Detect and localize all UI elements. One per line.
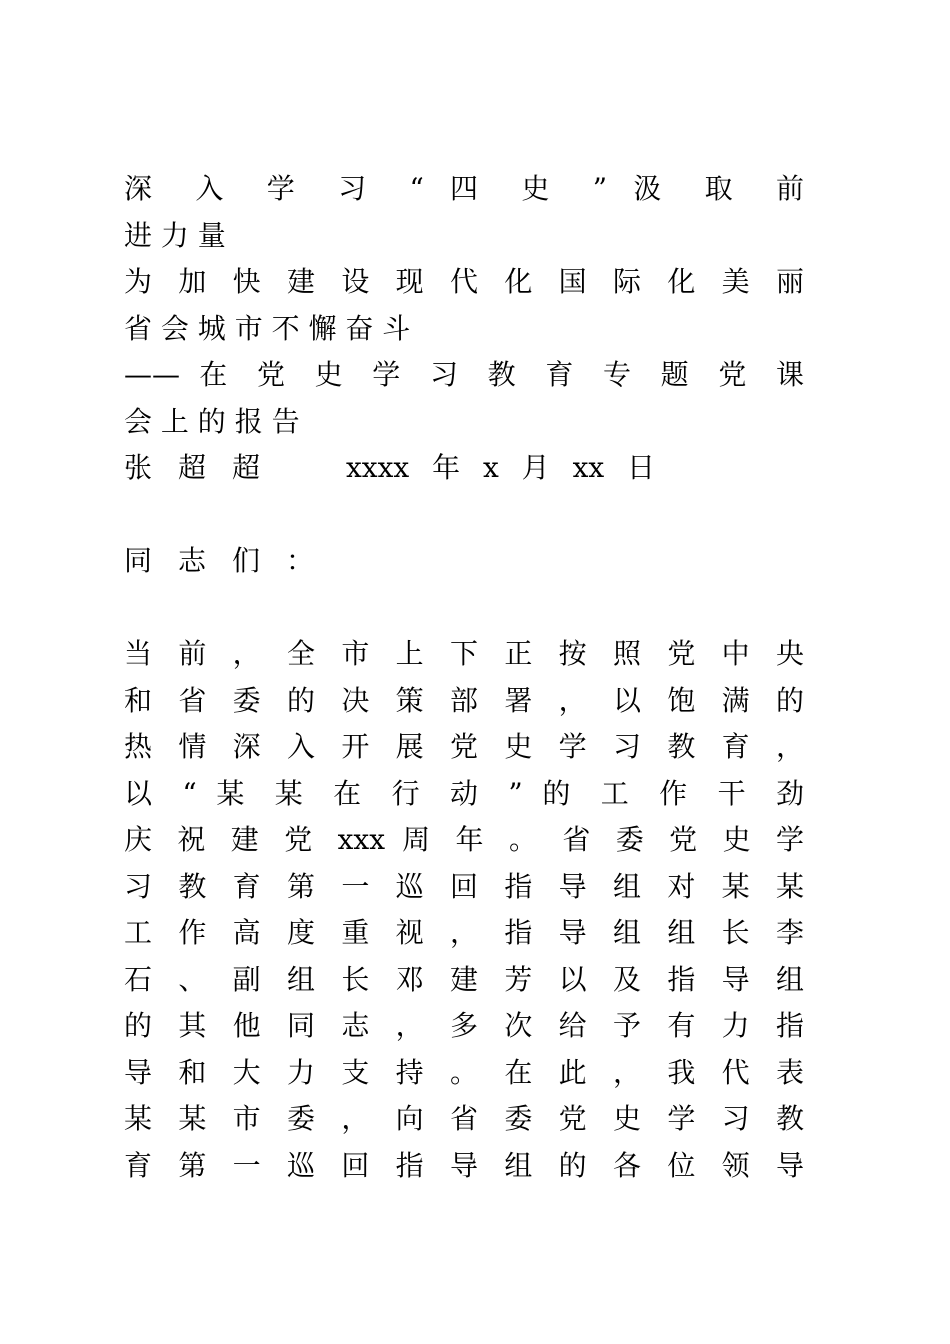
subtitle-line-2: 省 会 城 市 不 懈 奋 斗 [124,311,411,345]
author-name: 张超超 [124,451,287,484]
body-line: 热 情 深 入 开 展 党 史 学 习 教 育 ， [124,730,804,763]
body-line: 当 前 ， 全 市 上 下 正 按 照 党 中 央 [124,637,804,670]
title-line-2: 进 力 量 [124,218,226,252]
body-line: 和 省 委 的 决 策 部 署 ， 以 饱 满 的 [124,683,804,717]
body-line: 某 某 市 委 ， 向 省 委 党 史 学 习 教 [124,1102,804,1135]
body-line: 以 “ 某 某 在 行 动 ” 的 工 作 干 劲 [124,776,804,810]
spacer [124,492,804,539]
body-line: 的 其 他 同 志 ， 多 次 给 予 有 力 指 [124,1009,804,1042]
occasion-line-1: —— 在 党 史 学 习 教 育 专 题 党 课 [124,358,804,391]
body-line: 庆 祝 建 党 xxx 周 年 。 省 委 党 史 学 [124,823,804,856]
spacer [124,585,804,632]
occasion-line-2: 会 上 的 报 告 [124,404,300,438]
subtitle-line-1: 为 加 快 建 设 现 代 化 国 际 化 美 丽 [124,265,804,298]
title-line-1: 深 入 学 习 “ 四 史 ” 汲 取 前 [124,172,804,205]
body-line: 习 教 育 第 一 巡 回 指 导 组 对 某 某 [124,869,804,903]
byline [124,445,804,492]
salutation: 同志们： [124,544,341,577]
report-date: xxxx 年 x 月 xx 日 [346,451,656,484]
body-line: 导 和 大 力 支 持 。 在 此 ， 我 代 表 [124,1055,804,1089]
body-line: 育 第 一 巡 回 指 导 组 的 各 位 领 导 [124,1148,804,1182]
document-page [124,166,804,1189]
body-line: 工 作 高 度 重 视 ， 指 导 组 组 长 李 [124,916,804,949]
body-line: 石 、 副 组 长 邓 建 芳 以 及 指 导 组 [124,962,804,996]
